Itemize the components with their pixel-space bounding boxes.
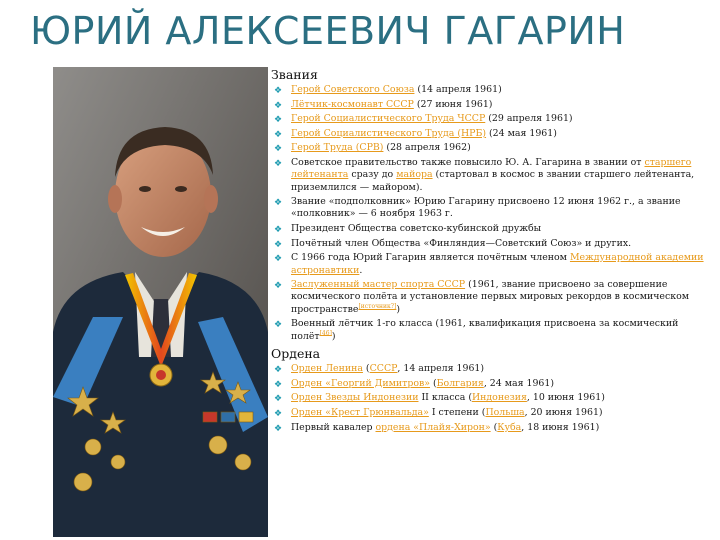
- list-item: [271, 157, 711, 194]
- list-item: [271, 392, 711, 404]
- link[interactable]: Польша: [485, 406, 525, 418]
- list-item: [271, 363, 711, 375]
- section-heading-titles: Звания: [271, 67, 318, 82]
- bullet-icon: ❖: [274, 158, 283, 169]
- link[interactable]: Болгария: [436, 377, 484, 389]
- content-panel: [271, 66, 711, 536]
- link[interactable]: Орден Звезды Индонезии: [291, 392, 419, 404]
- orders-list: [271, 363, 711, 434]
- list-item: [271, 223, 711, 235]
- bullet-icon: ❖: [274, 423, 283, 434]
- item-text: (14 апреля 1961): [414, 84, 502, 95]
- bullet-icon: ❖: [274, 281, 283, 292]
- item-text: .: [359, 264, 363, 276]
- portrait-photo: [53, 67, 268, 537]
- item-text: Военный лётчик 1-го класса (1961, квалификация присвоена за космический полёт: [291, 318, 679, 342]
- list-item: [271, 407, 711, 419]
- bullet-icon: ❖: [274, 100, 283, 111]
- item-text: С 1966 года Юрий Гагарин является почётным членом: [291, 252, 570, 264]
- item-text: Почётный член Общества «Финляндия—Советский Союз» и других.: [291, 237, 632, 249]
- link[interactable]: Международной академии астронавтики: [291, 252, 704, 276]
- link[interactable]: Орден «Крест Грюнвальда»: [291, 406, 429, 418]
- link[interactable]: Куба: [497, 421, 522, 433]
- link[interactable]: старшего лейтенанта: [291, 156, 692, 181]
- item-text: ): [331, 330, 336, 342]
- link[interactable]: Заслуженный мастер спорта СССР: [291, 279, 466, 291]
- list-item: [271, 128, 711, 140]
- item-text: , 18 июня 1961): [521, 421, 600, 433]
- item-text: , 14 апреля 1961): [397, 363, 485, 375]
- list-item: [271, 378, 711, 390]
- link[interactable]: Орден «Георгий Димитров»: [291, 377, 431, 389]
- list-item: [271, 252, 711, 277]
- item-text: (27 июня 1961): [413, 98, 493, 110]
- item-text: II класса (: [418, 392, 472, 404]
- bullet-icon: ❖: [274, 129, 283, 140]
- item-text: (29 апреля 1961): [485, 113, 573, 125]
- item-text: Президент Общества советско-кубинской дружбы: [291, 223, 542, 235]
- link[interactable]: СССР: [369, 363, 398, 375]
- item-text: (: [430, 377, 437, 389]
- bullet-icon: ❖: [274, 239, 283, 250]
- link[interactable]: Лётчик-космонавт СССР: [291, 98, 414, 110]
- bullet-icon: ❖: [274, 86, 283, 96]
- citation-link[interactable]: [источник?]: [358, 302, 397, 310]
- item-text: (1961, звание присвоено за совершение космического полёта и установление первых мировых рекордов в космическом пространстве: [291, 279, 690, 315]
- item-text: (24 мая 1961): [486, 127, 557, 139]
- item-text: Первый кавалер: [291, 421, 376, 433]
- bullet-icon: ❖: [274, 365, 283, 376]
- list-item: [271, 238, 711, 250]
- bullet-icon: ❖: [274, 394, 283, 405]
- item-text: (: [490, 421, 498, 433]
- list-item: [271, 84, 711, 96]
- item-text: Звание «подполковник» Юрию Гагарину присвоено 12 июня 1962 г., а звание «полковник» — 6 ноября 1963 г.: [291, 196, 681, 220]
- item-text: , 24 мая 1961): [483, 377, 554, 389]
- list-item: [271, 196, 711, 221]
- bullet-icon: ❖: [274, 254, 283, 265]
- bullet-icon: ❖: [274, 144, 283, 155]
- item-text: Советское правительство также повысило Ю. А. Гагарина в звании от: [291, 156, 645, 168]
- item-text: I степени (: [428, 406, 486, 418]
- bullet-icon: ❖: [274, 198, 283, 209]
- link[interactable]: Орден Ленина: [291, 363, 363, 375]
- citation-link[interactable]: [46]: [319, 329, 332, 337]
- bullet-icon: ❖: [274, 320, 283, 331]
- bullet-icon: ❖: [274, 225, 283, 236]
- list-item: [271, 99, 711, 111]
- item-text: (28 апреля 1962): [383, 142, 471, 154]
- list-item: [271, 142, 711, 154]
- bullet-icon: ❖: [274, 408, 283, 419]
- list-item: [271, 113, 711, 125]
- list-item: [271, 422, 711, 434]
- item-text: (: [362, 363, 370, 375]
- item-text: , 20 июня 1961): [524, 406, 603, 418]
- list-item: [271, 318, 711, 343]
- list-item: [271, 279, 711, 316]
- item-text: сразу до: [348, 169, 397, 181]
- link[interactable]: Индонезия: [471, 392, 527, 404]
- link[interactable]: Герой Труда (СРВ): [291, 142, 384, 154]
- link[interactable]: Герой Социалистического Труда ЧССР: [291, 113, 486, 125]
- link[interactable]: ордена «Плайя-Хирон»: [375, 421, 491, 433]
- page-title: ЮРИЙ АЛЕКСЕЕВИЧ ГАГАРИН: [30, 9, 626, 53]
- titles-list: [271, 84, 711, 343]
- link[interactable]: Герой Социалистического Труда (НРБ): [291, 127, 487, 139]
- bullet-icon: ❖: [274, 115, 283, 126]
- section-heading-orders: Ордена: [271, 346, 321, 362]
- item-text: , 10 июня 1961): [526, 392, 605, 404]
- item-text: (стартовал в космос в звании старшего лейтенанта, приземлился — майором).: [291, 169, 695, 193]
- link[interactable]: Герой Советского Союза: [291, 84, 415, 95]
- item-text: ): [396, 303, 401, 315]
- link[interactable]: майора: [396, 169, 433, 181]
- bullet-icon: ❖: [274, 379, 283, 390]
